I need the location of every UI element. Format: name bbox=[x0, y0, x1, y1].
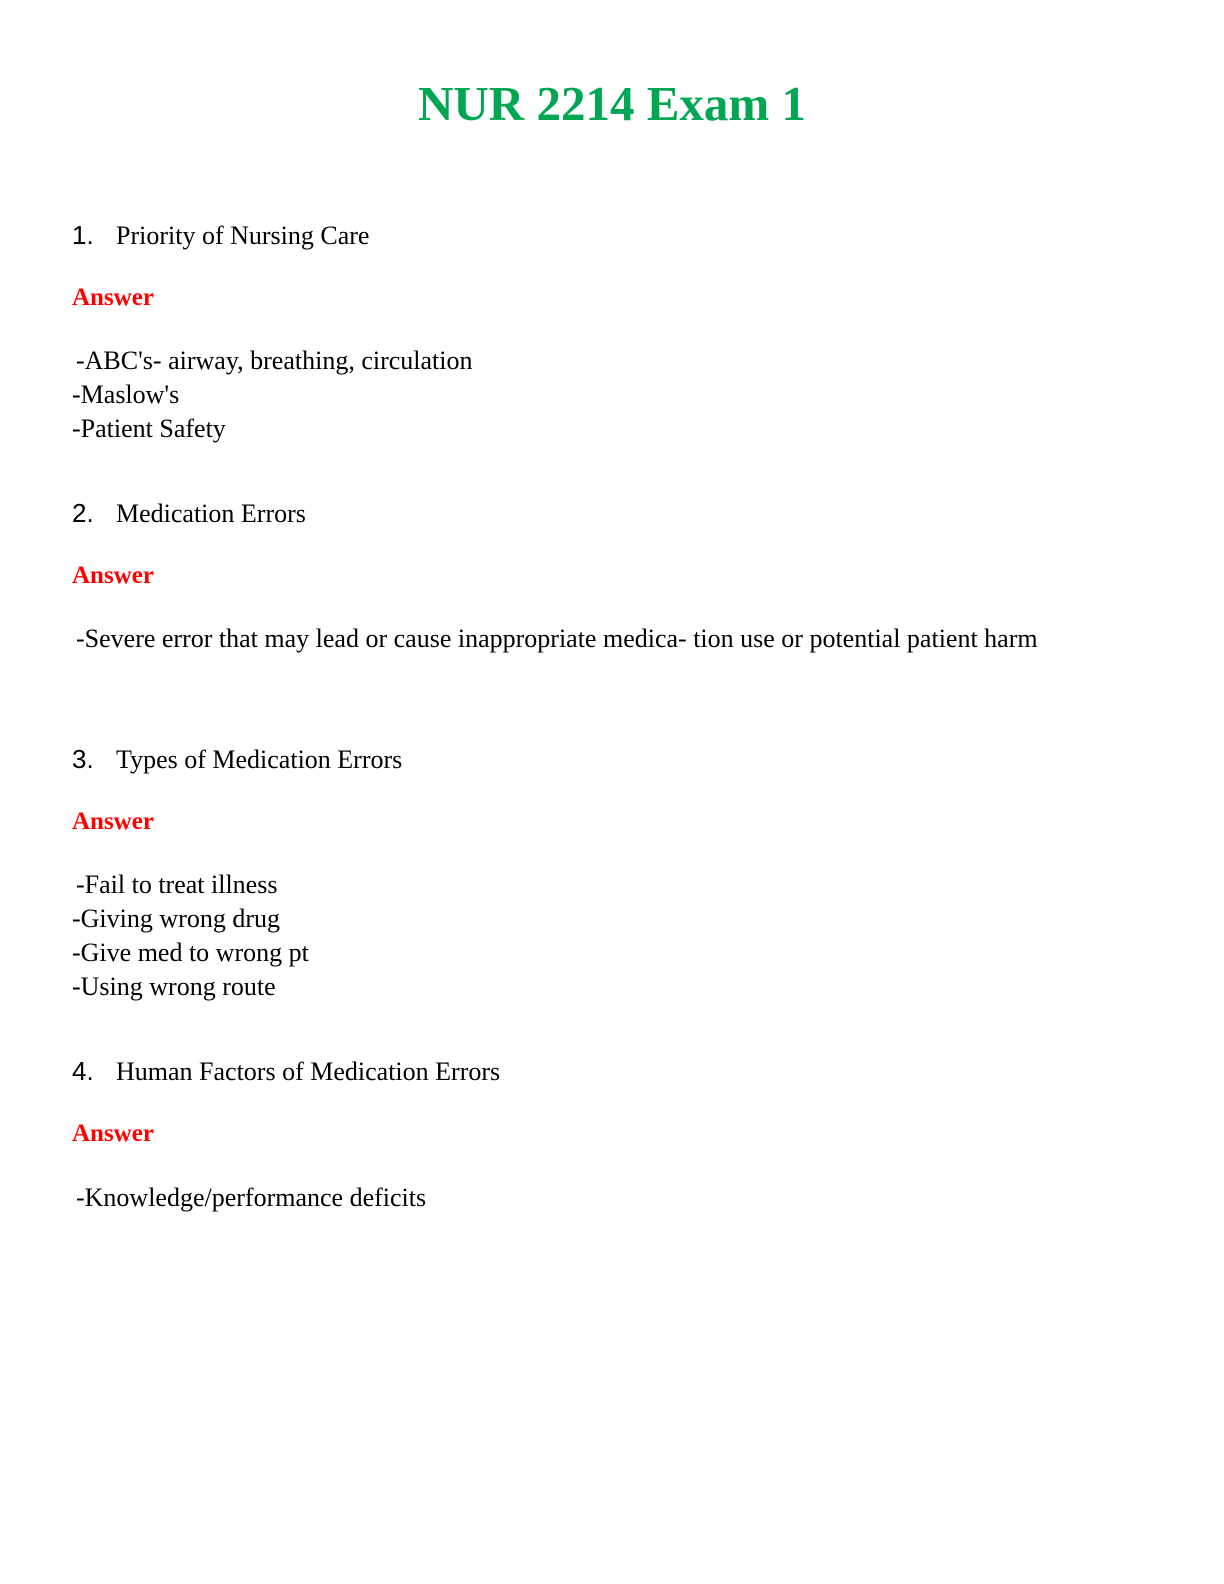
answer-line: -Fail to treat illness bbox=[76, 870, 278, 899]
answer-list bbox=[72, 622, 1038, 656]
question-number: 2. bbox=[72, 498, 94, 528]
answer-line: -Maslow's bbox=[72, 380, 180, 409]
question-1 bbox=[72, 218, 369, 253]
answer-list bbox=[72, 1181, 426, 1215]
answer-line: -Patient Safety bbox=[72, 414, 226, 443]
question-number: 3. bbox=[72, 744, 94, 774]
question-number: 1. bbox=[72, 220, 94, 250]
answer-line: -Give med to wrong pt bbox=[72, 938, 309, 967]
answer-line: -Severe error that may lead or cause inappropriate medica- tion use or potential patient harm bbox=[76, 624, 1038, 653]
answer-label: Answer bbox=[72, 562, 154, 589]
answer-list bbox=[72, 344, 473, 446]
question-4 bbox=[72, 1054, 500, 1089]
answer-line: -Giving wrong drug bbox=[72, 904, 280, 933]
answer-list bbox=[72, 868, 309, 1004]
document-title: NUR 2214 Exam 1 bbox=[418, 76, 806, 131]
question-text: Human Factors of Medication Errors bbox=[116, 1057, 501, 1086]
question-number: 4. bbox=[72, 1056, 94, 1086]
answer-line: -Knowledge/performance deficits bbox=[76, 1183, 427, 1212]
answer-line: -Using wrong route bbox=[72, 972, 276, 1001]
question-text: Medication Errors bbox=[116, 499, 306, 528]
question-text: Priority of Nursing Care bbox=[116, 221, 370, 250]
question-2 bbox=[72, 496, 306, 531]
question-text: Types of Medication Errors bbox=[116, 745, 403, 774]
answer-label: Answer bbox=[72, 1120, 154, 1147]
answer-line: -ABC's- airway, breathing, circulation bbox=[76, 346, 473, 375]
answer-label: Answer bbox=[72, 284, 154, 311]
question-3 bbox=[72, 742, 402, 777]
answer-label: Answer bbox=[72, 808, 154, 835]
